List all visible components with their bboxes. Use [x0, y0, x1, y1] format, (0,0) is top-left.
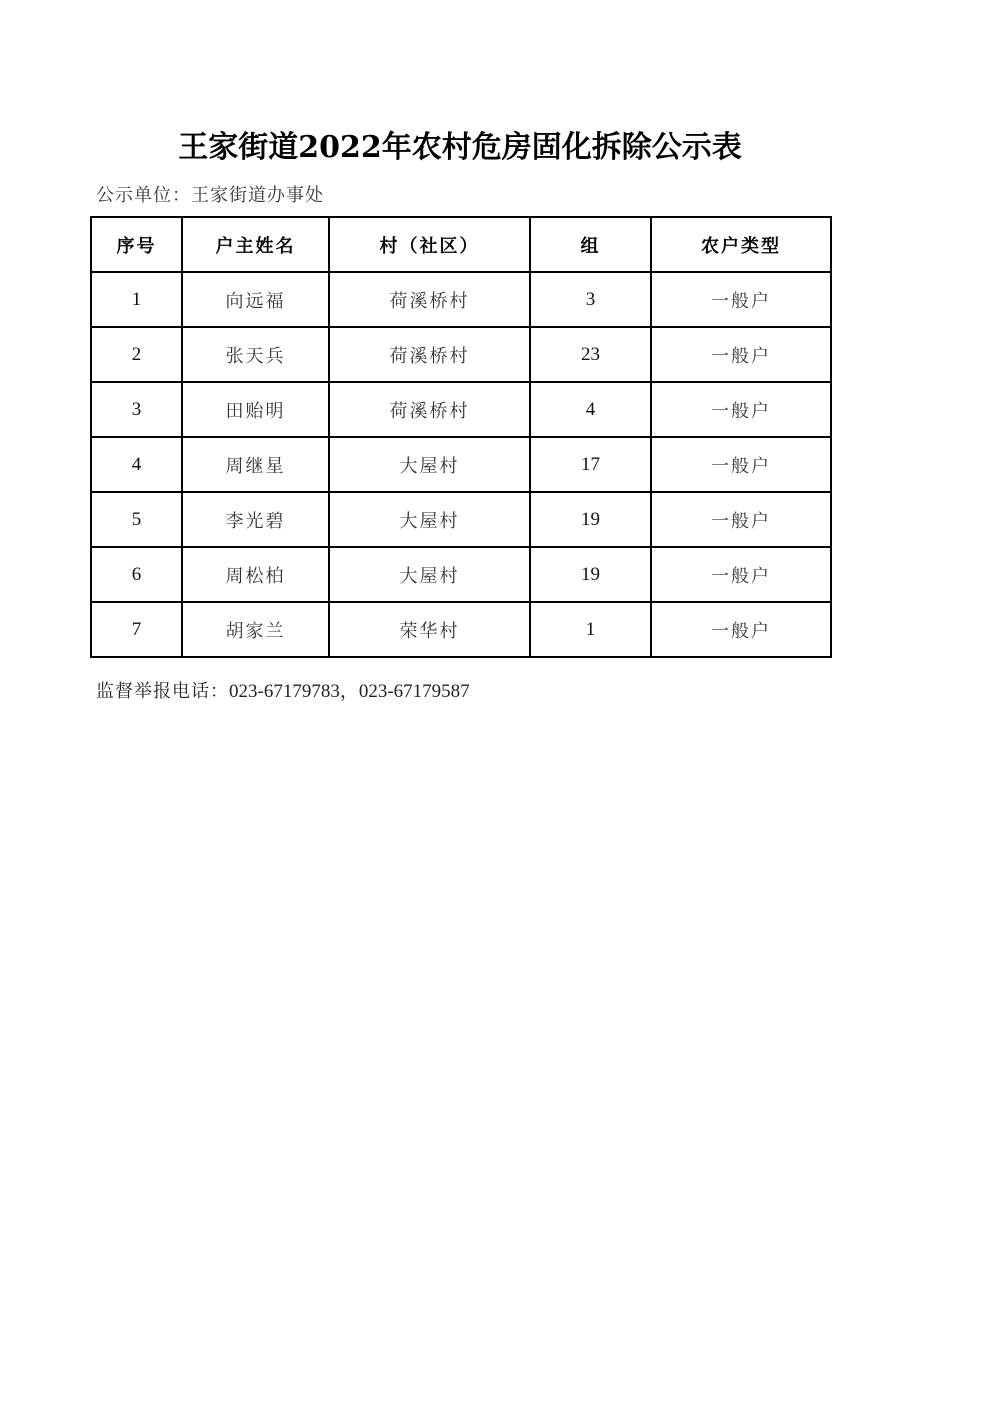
table-row	[91, 547, 831, 602]
demolition-table	[90, 216, 832, 658]
cell-name: 李光碧	[182, 492, 329, 547]
cell-index: 3	[91, 382, 182, 437]
cell-group: 23	[530, 327, 651, 382]
hotline-numbers: 023-67179783，023-67179587	[229, 681, 470, 702]
cell-village: 荣华村	[329, 602, 530, 657]
cell-index: 6	[91, 547, 182, 602]
column-header-type: 农户类型	[651, 217, 831, 272]
cell-index: 4	[91, 437, 182, 492]
cell-group: 4	[530, 382, 651, 437]
cell-group: 19	[530, 547, 651, 602]
table-row	[91, 272, 831, 327]
table-row	[91, 327, 831, 382]
cell-village: 大屋村	[329, 492, 530, 547]
table-row	[91, 602, 831, 657]
document-title: 王家街道2022年农村危房固化拆除公示表	[178, 130, 742, 165]
publishing-unit: 公示单位：王家街道办事处	[96, 185, 324, 206]
cell-index: 7	[91, 602, 182, 657]
column-header-village: 村（社区）	[329, 217, 530, 272]
table-header-row	[91, 217, 831, 272]
column-header-index: 序号	[91, 217, 182, 272]
cell-name: 田贻明	[182, 382, 329, 437]
cell-name: 周继星	[182, 437, 329, 492]
cell-village: 荷溪桥村	[329, 272, 530, 327]
report-hotline	[96, 680, 470, 704]
cell-type: 一般户	[651, 437, 831, 492]
cell-index: 1	[91, 272, 182, 327]
hotline-label: 监督举报电话：	[96, 681, 229, 702]
table-row	[91, 382, 831, 437]
table-row	[91, 492, 831, 547]
table-row	[91, 437, 831, 492]
cell-type: 一般户	[651, 492, 831, 547]
cell-type: 一般户	[651, 327, 831, 382]
cell-type: 一般户	[651, 382, 831, 437]
cell-type: 一般户	[651, 602, 831, 657]
cell-name: 向远福	[182, 272, 329, 327]
cell-village: 荷溪桥村	[329, 382, 530, 437]
cell-type: 一般户	[651, 272, 831, 327]
cell-village: 大屋村	[329, 437, 530, 492]
cell-name: 胡家兰	[182, 602, 329, 657]
cell-group: 19	[530, 492, 651, 547]
column-header-name: 户主姓名	[182, 217, 329, 272]
cell-name: 张天兵	[182, 327, 329, 382]
cell-group: 17	[530, 437, 651, 492]
cell-group: 3	[530, 272, 651, 327]
cell-group: 1	[530, 602, 651, 657]
cell-name: 周松柏	[182, 547, 329, 602]
cell-type: 一般户	[651, 547, 831, 602]
cell-index: 2	[91, 327, 182, 382]
cell-village: 荷溪桥村	[329, 327, 530, 382]
column-header-group: 组	[530, 217, 651, 272]
cell-index: 5	[91, 492, 182, 547]
cell-village: 大屋村	[329, 547, 530, 602]
